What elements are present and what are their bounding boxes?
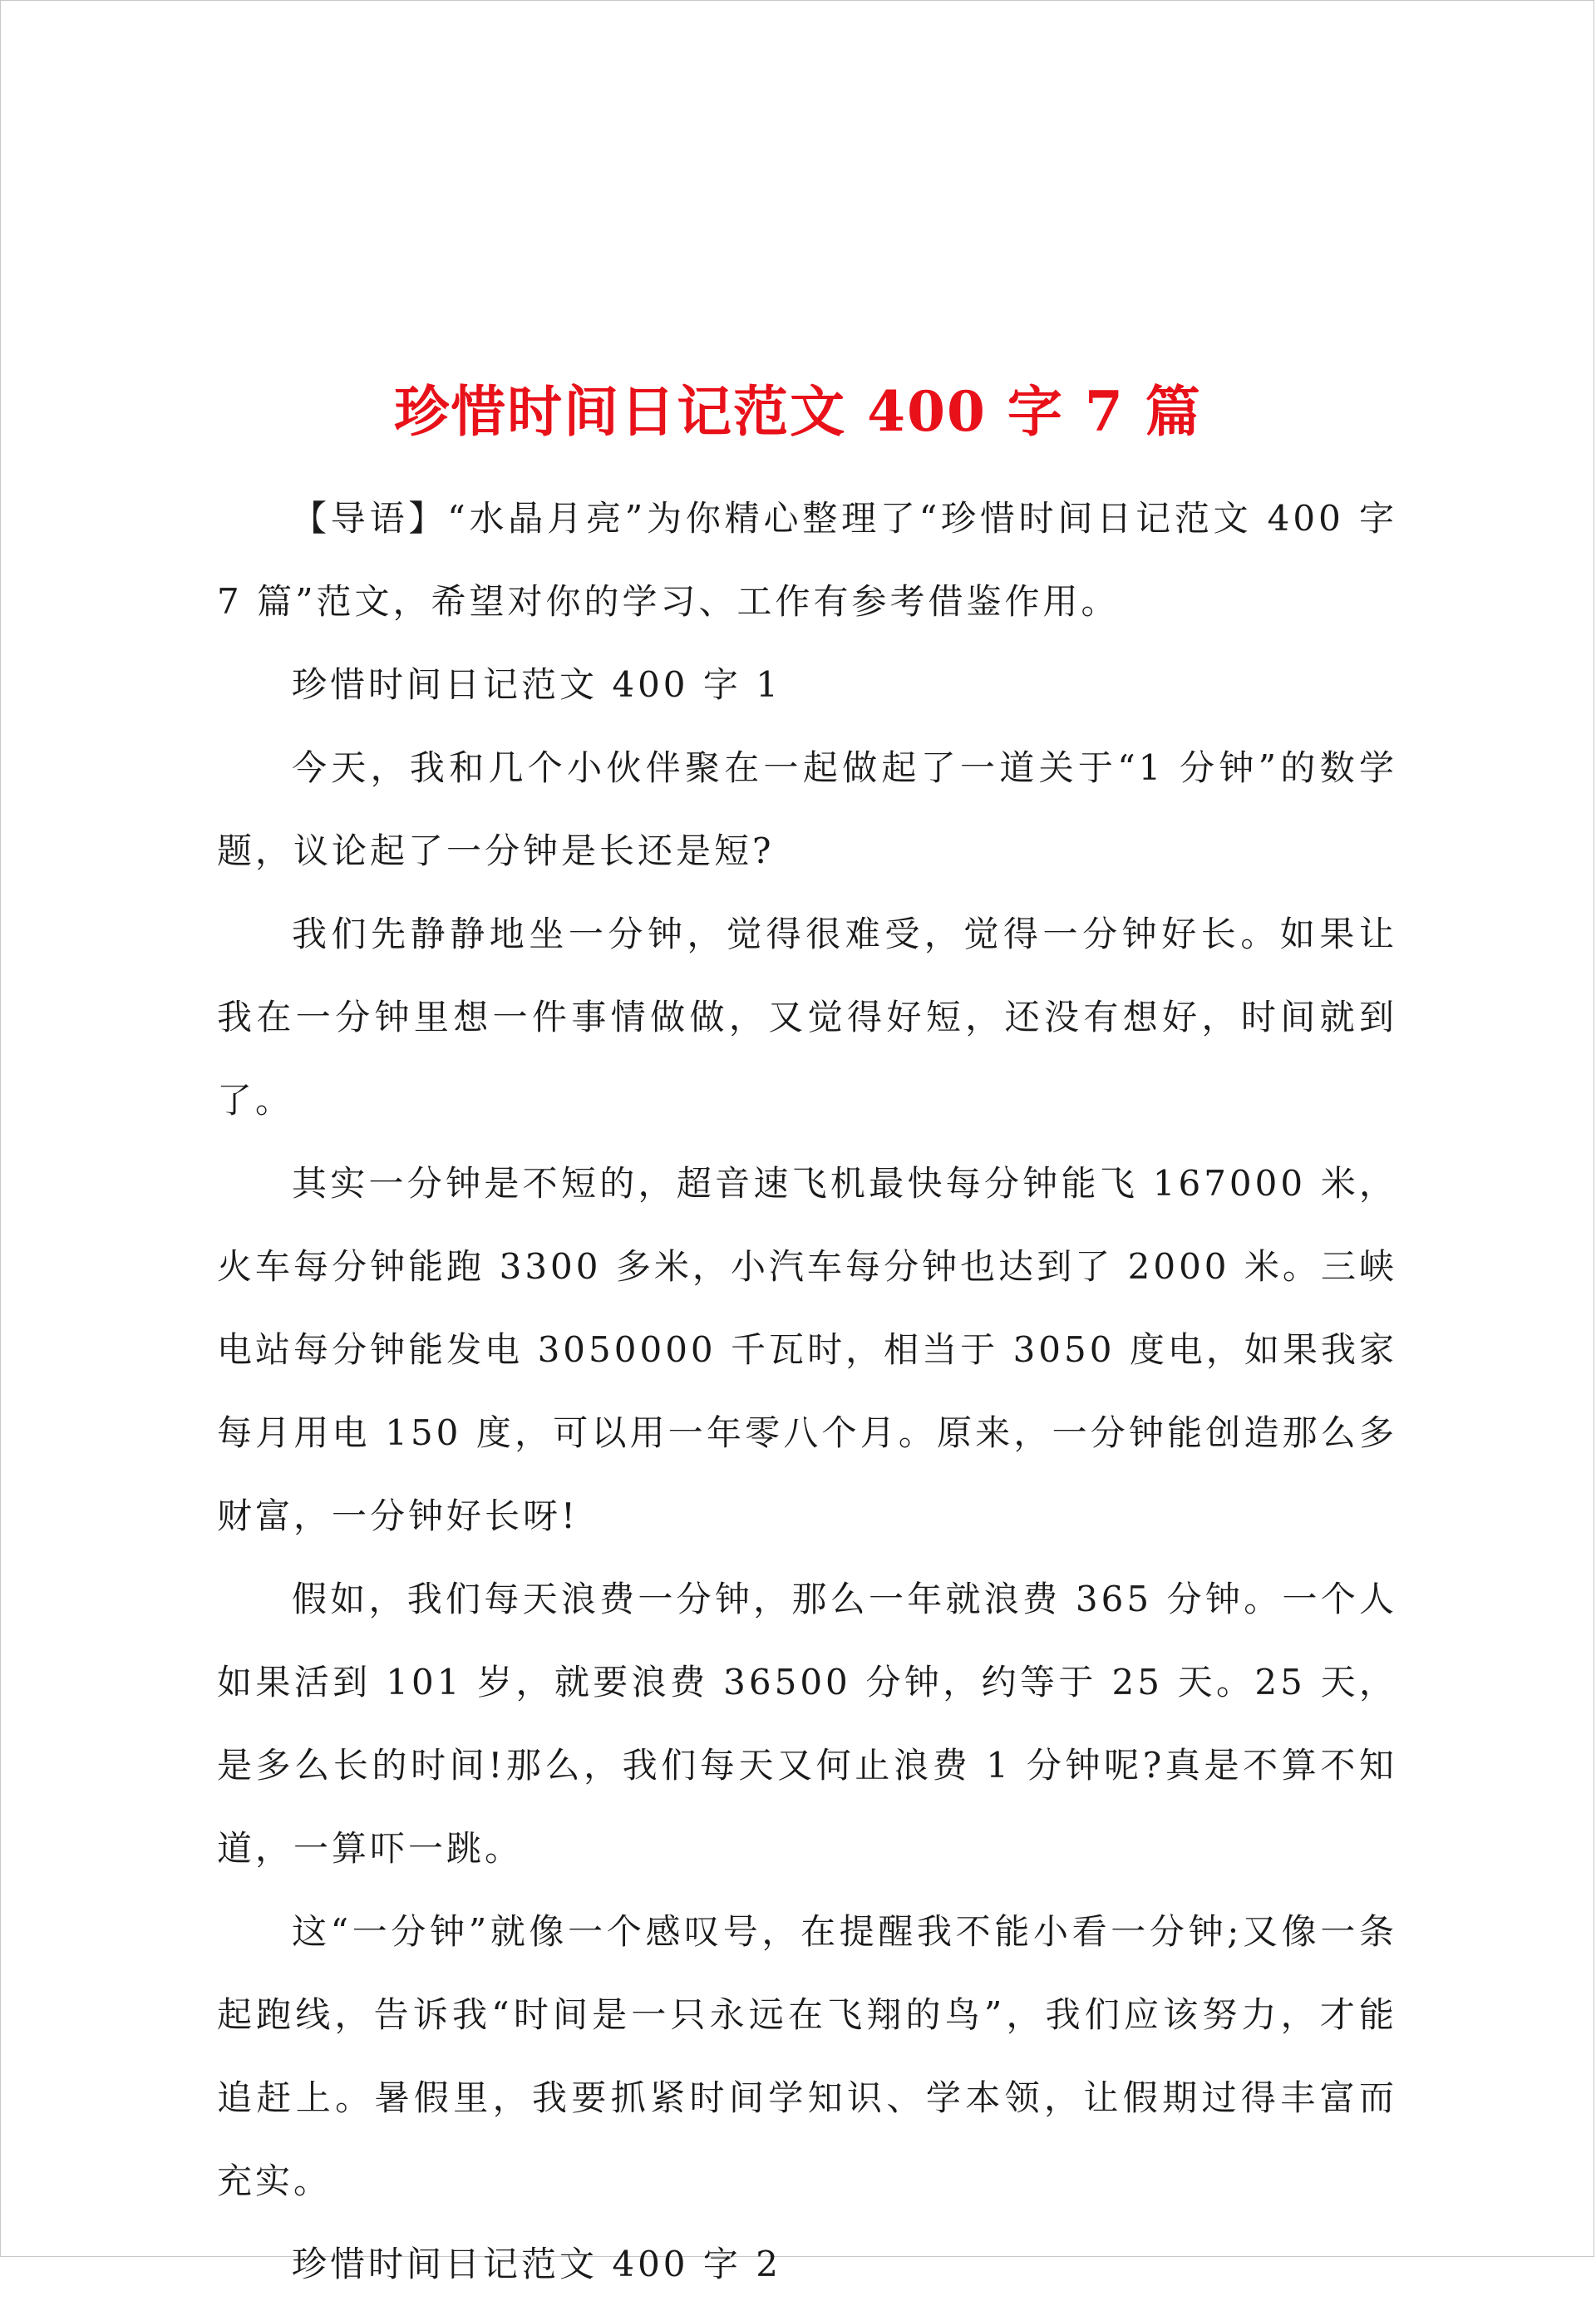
body-paragraph: 我们先静静地坐一分钟，觉得很难受，觉得一分钟好长。如果让我在一分钟里想一件事情做做，又觉得好短，还没有想好，时间就到了。 — [217, 914, 1397, 1121]
document-body — [217, 477, 1397, 2306]
body-paragraph: 假如，我们每天浪费一分钟，那么一年就浪费 365 分钟。一个人如果活到 101 岁，就要浪费 36500 分钟，约等于 25 天。25 天，是多么长的时间!那么，我们每天又何止浪费 1 分钟呢?真是不算不知道，一算吓一跳。 — [217, 1579, 1397, 1869]
body-paragraph: 今天，我和几个小伙伴聚在一起做起了一道关于“1 分钟”的数学题，议论起了一分钟是长还是短? — [217, 747, 1397, 871]
section-heading: 珍惜时间日记范文 400 字 2 — [292, 2244, 781, 2284]
body-paragraph: 这“一分钟”就像一个感叹号，在提醒我不能小看一分钟;又像一条起跑线，告诉我“时间是一只永远在飞翔的鸟”，我们应该努力，才能追赶上。暑假里，我要抓紧时间学知识、学本领，让假期过得丰富而充实。 — [217, 1911, 1397, 2201]
section-heading: 珍惜时间日记范文 400 字 1 — [292, 664, 781, 705]
intro-paragraph: 【导语】“水晶月亮”为你精心整理了“珍惜时间日记范文 400 字 7 篇”范文，希望对你的学习、工作有参考借鉴作用。 — [217, 498, 1397, 622]
document-title: 珍惜时间日记范文 400 字 7 篇 — [394, 379, 1202, 445]
body-paragraph: 其实一分钟是不短的，超音速飞机最快每分钟能飞 167000 米，火车每分钟能跑 3300 多米，小汽车每分钟也达到了 2000 米。三峡电站每分钟能发电 3050000 千瓦时，相当于 3050 度电，如果我家每月用电 150 度，可以用一年零八个月。原来，一分钟能创造那么多财富，一分钟好长呀! — [217, 1163, 1397, 1536]
